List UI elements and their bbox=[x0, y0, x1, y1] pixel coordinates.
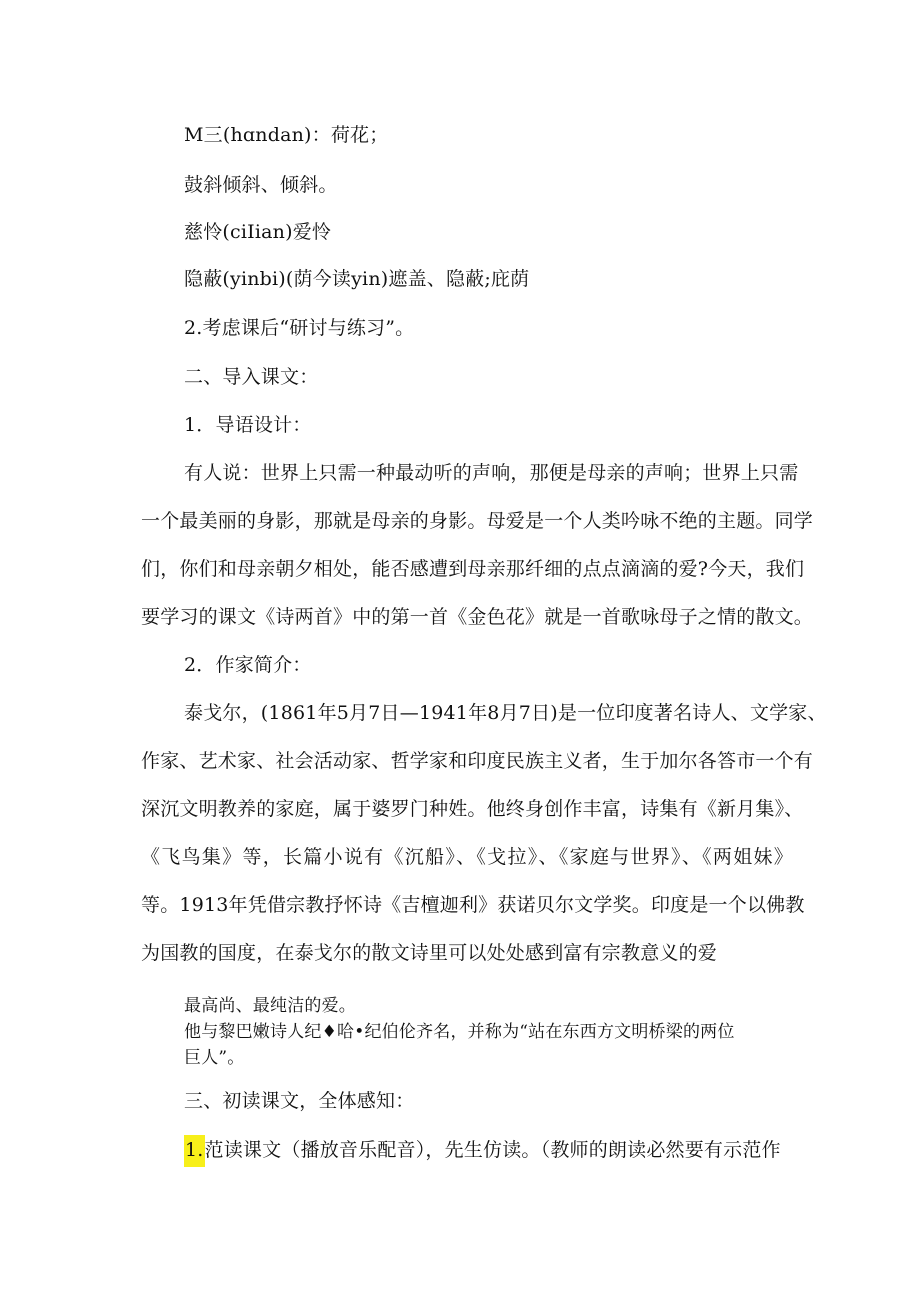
bio-paragraph-line-6: 为国教的国度，在泰戈尔的散文诗里可以处处感到富有宗教意义的爱 bbox=[141, 942, 718, 964]
intro-paragraph-line-3: 们，你们和母亲朝夕相处，能否感遭到母亲那纤细的点点滴滴的爱?今天，我们 bbox=[141, 558, 805, 580]
bio-paragraph-line-1: 泰戈尔，(1861年5月7日—1941年8月7日)是一位印度著名诗人、文学家、 bbox=[184, 702, 827, 724]
bio-continuation-line-1: 最高尚、最纯洁的爱。 bbox=[184, 996, 356, 1016]
bio-continuation-line-2: 他与黎巴嫩诗人纪♦哈•纪伯伦齐名，并称为“站在东西方文明桥梁的两位 bbox=[184, 1022, 735, 1042]
reading-step-line bbox=[184, 1138, 781, 1162]
highlighted-step-number: 1. bbox=[184, 1135, 205, 1167]
vocab-line-4: 隐蔽(yinbi)(荫今读yin)遮盖、隐蔽;庇荫 bbox=[184, 268, 530, 290]
vocab-line-1: M三(hɑndan)：荷花； bbox=[184, 124, 389, 146]
subheading-author-bio: 2．作家简介： bbox=[184, 654, 312, 676]
vocab-line-3: 慈怜(ciIian)爱怜 bbox=[184, 221, 332, 243]
section-heading-3: 三、初读课文，全体感知： bbox=[184, 1090, 415, 1112]
bio-continuation-line-3: 巨人”。 bbox=[184, 1048, 245, 1068]
step-consider-exercises: 2.考虑课后“研讨与练习”。 bbox=[184, 317, 415, 339]
bio-paragraph-line-5: 等。1913年凭借宗教抒怀诗《吉檀迦利》获诺贝尔文学奖。印度是一个以佛教 bbox=[141, 894, 805, 916]
vocab-line-2: 鼓斜倾斜、倾斜。 bbox=[184, 174, 338, 196]
subheading-intro-design: 1．导语设计： bbox=[184, 414, 312, 436]
bio-paragraph-line-2: 作家、艺术家、社会活动家、哲学家和印度民族主义者，生于加尔各答市一个有 bbox=[141, 750, 814, 772]
section-heading-2: 二、导入课文： bbox=[184, 366, 319, 388]
bio-paragraph-line-4: 《飞鸟集》等，长篇小说有《沉船》、《戈拉》、《家庭与世界》、《两姐妹》 bbox=[141, 846, 793, 868]
intro-paragraph-line-4: 要学习的课文《诗两首》中的第一首《金色花》就是一首歌咏母子之情的散文。 bbox=[141, 606, 814, 628]
intro-paragraph-line-2: 一个最美丽的身影，那就是母亲的身影。母爱是一个人类吟咏不绝的主题。同学 bbox=[141, 510, 814, 532]
bio-paragraph-line-3: 深沉文明教养的家庭，属于婆罗门种姓。他终身创作丰富，诗集有《新月集》、 bbox=[141, 798, 804, 820]
reading-step-text: 范读课文（播放音乐配音），先生仿读。（教师的朗读必然要有示范作 bbox=[204, 1139, 781, 1161]
intro-paragraph-line-1: 有人说：世界上只需一种最动听的声响，那便是母亲的声响；世界上只需 bbox=[184, 462, 799, 484]
